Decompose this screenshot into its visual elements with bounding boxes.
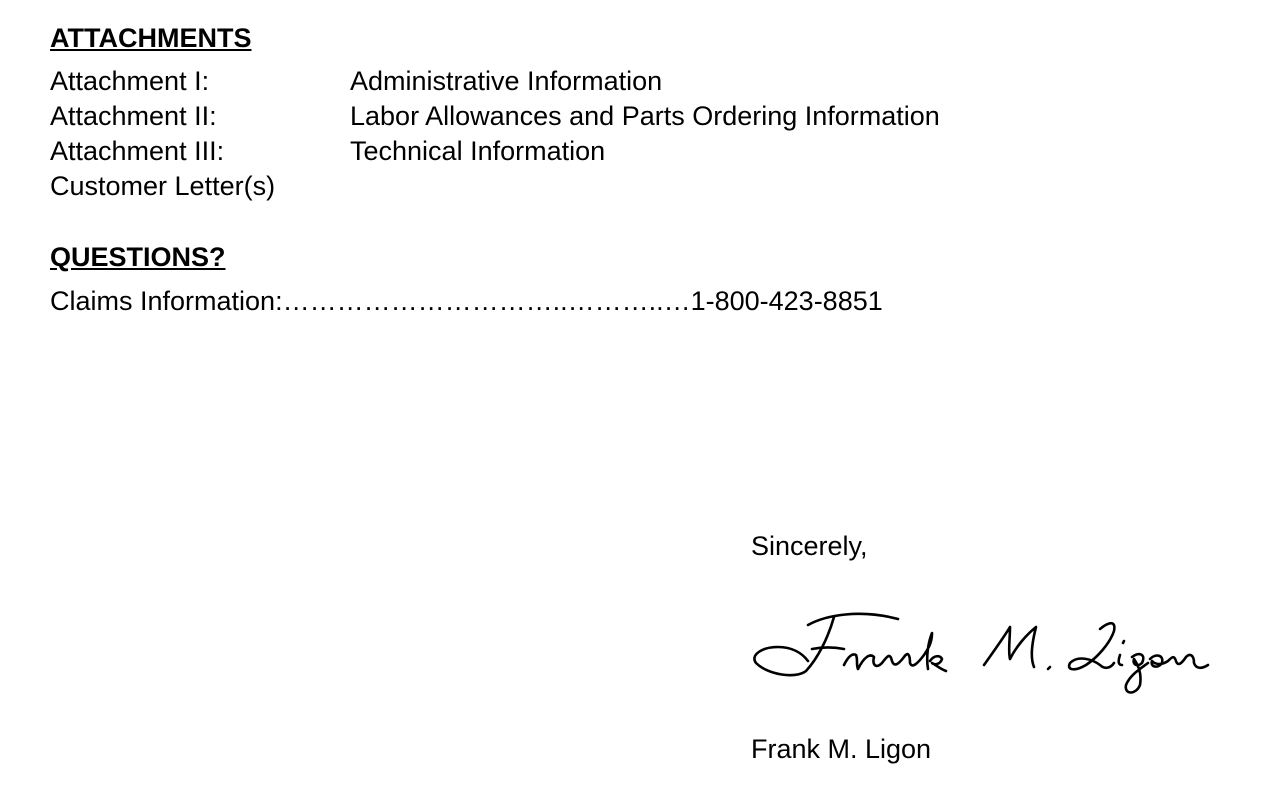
attachment-description: Administrative Information: [350, 66, 663, 96]
attachments-heading: ATTACHMENTS: [50, 23, 252, 53]
claims-info-line: [50, 284, 883, 319]
closing-salutation: Sincerely,: [751, 531, 868, 561]
claims-label: Claims Information:: [50, 286, 283, 316]
attachment-label: Attachment I:: [50, 66, 210, 96]
attachment-label: Customer Letter(s): [50, 171, 276, 201]
attachment-label: Attachment II:: [50, 101, 217, 131]
handwritten-signature: [748, 603, 1218, 698]
claims-phone: 1-800-423-8851: [690, 286, 883, 316]
dot-leader: …………………………..………..…: [282, 286, 691, 316]
attachment-description: Technical Information: [350, 136, 606, 166]
questions-heading: QUESTIONS?: [50, 242, 226, 272]
attachment-label: Attachment III:: [50, 136, 225, 166]
attachment-description: Labor Allowances and Parts Ordering Information: [350, 101, 940, 131]
signer-name: Frank M. Ligon: [751, 734, 932, 764]
